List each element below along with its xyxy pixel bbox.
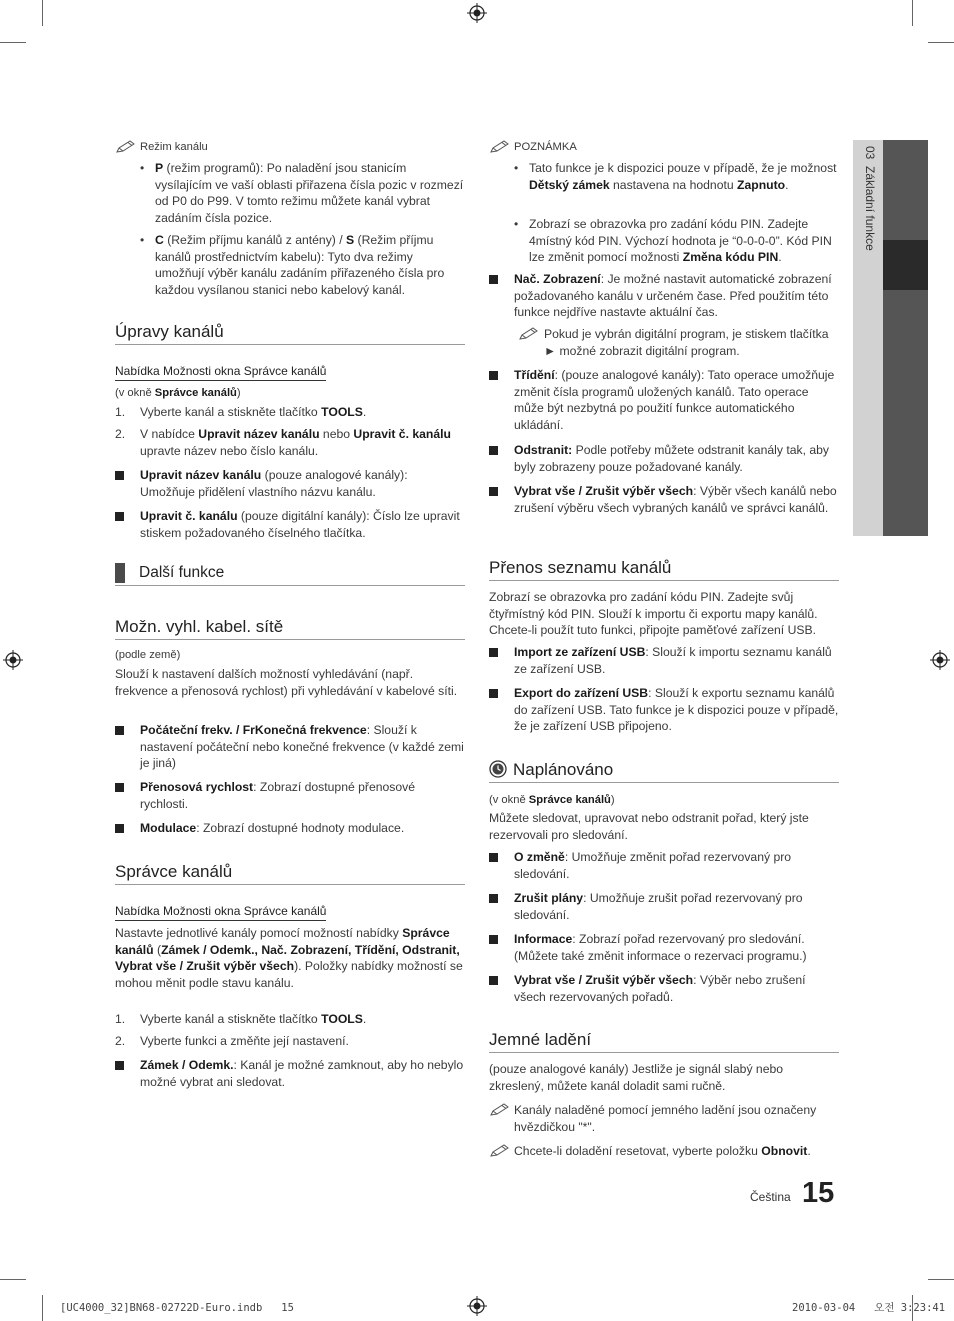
heading-prenos-seznamu: Přenos seznamu kanálů <box>489 557 839 581</box>
bullet-rezim-p: • P (režim programů): Po naladění jsou stanicím vysílajícím ve vaší oblasti přiřazena čísla pozic v rozmezí od P0 do P99. V tomto režimu můžete kanál vybrat zadáním čísla pozice. <box>140 161 464 225</box>
crop-mark <box>42 0 43 26</box>
square-bullet-icon <box>489 935 498 944</box>
note-nac-digital: Pokud je vybrán digitální program, je stiskem tlačítka ► možné zobrazit digitální program. <box>518 326 839 359</box>
spravce-intro: Nastavte jednotlivé kanály pomocí možností nabídky Správce kanálů (Zámek / Odemk., Nač. Zobrazení, Třídění, Odstranit, Vybrat vše / Zrušit výběr všech). Položky nabídky možností se mohou měnit podle stavu kanálu. <box>115 926 463 990</box>
square-bullet-icon <box>489 275 498 284</box>
pencil-note-icon <box>489 1144 511 1158</box>
square-bullet-icon <box>115 824 124 833</box>
upravy-item-cislo: Upravit č. kanálu (pouze digitální kanály): Číslo lze upravit stiskem požadovaného číselného tlačítka. <box>115 508 465 541</box>
heading-jemne-ladeni: Jemné ladění <box>489 1029 839 1053</box>
spravce-step-1: 1. Vyberte kanál a stiskněte tlačítko TOOLS. <box>115 1012 367 1026</box>
item-trideni: Třídění: (pouze analogové kanály): Tato operace umožňuje změnit čísla programů uložených kanálů. Tato operace může být nezbytná po použití funkce automatického ukládání. <box>489 367 839 433</box>
square-bullet-icon <box>489 371 498 380</box>
pencil-note-icon <box>489 1103 511 1117</box>
spravce-item-zamek: Zámek / Odemk.: Kanál je možné zamknout, aby ho nebylo možné vybrat ani sledovat. <box>115 1057 465 1090</box>
note-jemne-2: Chcete-li doladění resetovat, vyberte položku Obnovit. <box>489 1143 839 1160</box>
square-bullet-icon <box>489 853 498 862</box>
crop-mark <box>0 1279 26 1280</box>
square-bullet-icon <box>489 487 498 496</box>
upravy-okne: (v okně Správce kanálů) <box>115 387 241 399</box>
registration-mark-icon <box>467 1296 487 1316</box>
square-bullet-icon <box>115 471 124 480</box>
item-vybrat-vse: Vybrat vše / Zrušit výběr všech: Výběr všech kanálů nebo zrušení výběru všech vybraných kanálů ve správci kanálů. <box>489 483 839 516</box>
note-poznamka: POZNÁMKA <box>489 139 839 156</box>
bullet-rezim-c-s: • C (Režim příjmu kanálů z antény) / S (Režim příjmu kanálů prostřednictvím kabelu): Tyto dva režimy umožňují výběr kanálu zadáním přiřazeného čísla pro každou vysílanou stanici nebo kabelový kanál. <box>140 233 445 297</box>
item-napl-vybrat-vse: Vybrat vše / Zrušit výběr všech: Výběr nebo zrušení všech rezervovaných pořadů. <box>489 972 839 1005</box>
napl-okne: (v okně Správce kanálů) <box>489 794 615 806</box>
mozn-intro: Slouží k nastavení dalších možností vyhledávání (např. frekvence a přenosová rychlost) při vyhledávání v kabelové síti. <box>115 667 458 698</box>
registration-mark-icon <box>467 3 487 23</box>
heading-dalsi-funkce: Další funkce <box>115 563 465 586</box>
square-bullet-icon <box>115 726 124 735</box>
square-bullet-icon <box>115 783 124 792</box>
square-bullet-icon <box>489 689 498 698</box>
page-number: 15 <box>802 1177 835 1209</box>
item-nac-zobrazeni: Nač. Zobrazení: Je možné nastavit automatické zobrazení požadovaného kanálu v určeném čase. Před použitím této funkce nejdříve nastavte aktuální čas. <box>489 271 839 321</box>
bullet-dot: • <box>514 161 519 175</box>
bullet-dot: • <box>140 161 145 175</box>
mozn-item-rychlost: Přenosová rychlost: Zobrazí dostupné přenosové rychlosti. <box>115 779 465 812</box>
bullet-dot: • <box>514 217 519 231</box>
pozn-bullet-1: • Tato funkce je k dispozici pouze v případě, že je možnost Dětský zámek nastavena na hodnotu Zapnuto. <box>514 161 837 192</box>
bullet-dot: • <box>140 233 145 247</box>
upravy-item-nazev: Upravit název kanálu (pouze analogové kanály): Umožňuje přidělení vlastního názvu kanálu. <box>115 467 465 500</box>
crop-mark <box>0 42 26 43</box>
square-bullet-icon <box>489 446 498 455</box>
item-informace: Informace: Zobrazí pořad rezervovaný pro sledování. (Můžete také změnit informace o rezervaci programu.) <box>489 931 839 964</box>
note-jemne-1: Kanály naladěné pomocí jemného ladění jsou označeny hvězdičkou "*". <box>489 1102 839 1135</box>
side-tab-label: 03 Základní funkce <box>863 146 877 251</box>
pencil-note-icon <box>518 327 540 341</box>
page-language: Čeština <box>750 1190 791 1204</box>
mozn-item-frekv: Počáteční frekv. / FrKonečná frekvence: Slouží k nastavení počáteční nebo konečné frekvence (v každé zemi je jiná) <box>115 722 465 772</box>
clock-icon <box>489 760 507 778</box>
item-zrusit-plany: Zrušit plány: Umožňuje zrušit pořad rezervovaný pro sledování. <box>489 890 839 923</box>
upravy-step-1: 1. Vyberte kanál a stiskněte tlačítko TOOLS. <box>115 405 367 419</box>
pencil-note-icon <box>115 140 137 154</box>
footer-date: 2010-03-04 오전 3:23:41 <box>792 1302 946 1314</box>
spravce-step-2: 2. Vyberte funkci a změňte její nastavení. <box>115 1034 349 1048</box>
mozn-podle-zeme: (podle země) <box>115 649 181 661</box>
menu-path-upravy: Nabídka Možnosti okna Správce kanálů <box>115 363 326 381</box>
crop-mark <box>928 42 954 43</box>
heading-spravce-kanalu: Správce kanálů <box>115 861 465 885</box>
crop-mark <box>928 1279 954 1280</box>
registration-mark-icon <box>930 650 950 670</box>
item-export-usb: Export do zařízení USB: Slouží k exportu seznamu kanálů do zařízení USB. Tato funkce je k dispozici pouze v případě, že je zařízení USB připojeno. <box>489 685 839 735</box>
square-bullet-icon <box>489 648 498 657</box>
prenos-intro: Zobrazí se obrazovka pro zadání kódu PIN. Zadejte svůj čtyřmístný kód PIN. Slouží k importu či exportu mapy kanálů. Chcete-li použít tuto funkci, připojte paměťové zařízení USB. <box>489 590 818 637</box>
side-tab-dark <box>883 140 928 536</box>
jemne-intro: (pouze analogové kanály) Jestliže je signál slabý nebo zkreslený, můžete kanál doladit sami ručně. <box>489 1062 784 1093</box>
item-import-usb: Import ze zařízení USB: Slouží k importu seznamu kanálů ze zařízení USB. <box>489 644 839 677</box>
heading-mozn-vyhl: Možn. vyhl. kabel. sítě <box>115 616 465 640</box>
crop-mark <box>42 1295 43 1321</box>
pozn-bullet-2: • Zobrazí se obrazovka pro zadání kódu PIN. Zadejte 4místný kód PIN. Výchozí hodnota je “0-0-0-0”. Kód PIN lze změnit pomocí možnosti Změna kódu PIN. <box>514 217 832 264</box>
menu-path-spravce: Nabídka Možnosti okna Správce kanálů <box>115 903 326 921</box>
upravy-step-2: 2. V nabídce Upravit název kanálu nebo Upravit č. kanálu upravte název nebo číslo kanálu. <box>115 427 451 458</box>
square-bullet-icon <box>115 512 124 521</box>
item-odstranit: Odstranit: Podle potřeby můžete odstranit kanály tak, aby byly zobrazeny pouze požadované kanály. <box>489 442 839 475</box>
square-bullet-icon <box>115 1061 124 1070</box>
side-tab-marker <box>883 240 928 290</box>
registration-mark-icon <box>3 650 23 670</box>
crop-mark <box>912 0 913 26</box>
pencil-note-icon <box>489 140 511 154</box>
note-rezim-kanalu: Režim kanálu <box>115 139 465 156</box>
heading-upravy-kanalu: Úpravy kanálů <box>115 321 465 345</box>
footer-file: [UC4000_32]BN68-02722D-Euro.indb 15 <box>60 1302 294 1314</box>
heading-naplanovano: Naplánováno <box>489 759 839 783</box>
square-bullet-icon <box>489 894 498 903</box>
heading-bar-icon <box>115 563 125 583</box>
mozn-item-modulace: Modulace: Zobrazí dostupné hodnoty modulace. <box>115 820 465 837</box>
square-bullet-icon <box>489 976 498 985</box>
napl-intro: Můžete sledovat, upravovat nebo odstranit pořad, který jste rezervovali pro sledování. <box>489 811 809 842</box>
item-o-zmene: O změně: Umožňuje změnit pořad rezervovaný pro sledování. <box>489 849 839 882</box>
